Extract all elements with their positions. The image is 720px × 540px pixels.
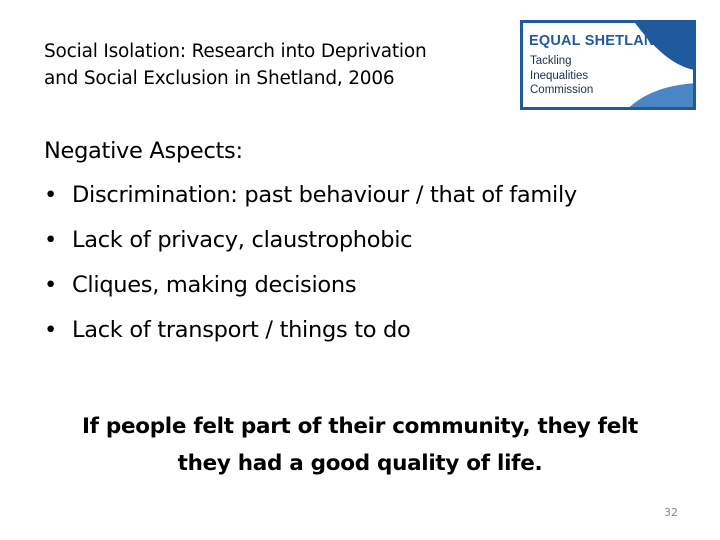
- bullet-text: Lack of transport / things to do: [72, 317, 411, 343]
- logo-title: EQUAL SHETLAND: [529, 33, 666, 49]
- logo-subtitle: [530, 54, 593, 98]
- bullet-icon: •: [44, 182, 57, 208]
- bullet-text: Lack of privacy, claustrophobic: [72, 227, 413, 253]
- equal-shetland-logo: [520, 20, 696, 110]
- bullet-text: Discrimination: past behaviour / that of family: [72, 182, 577, 208]
- slide-title-line-2: and Social Exclusion in Shetland, 2006: [44, 68, 395, 89]
- bullet-item: [44, 180, 577, 225]
- bullet-item: [44, 315, 577, 360]
- bullet-icon: •: [44, 272, 57, 298]
- slide-title: [44, 38, 514, 92]
- bullet-item: [44, 270, 577, 315]
- bullet-icon: •: [44, 317, 57, 343]
- bullet-list: [44, 180, 577, 360]
- bullet-item: [44, 225, 577, 270]
- bullet-icon: •: [44, 227, 57, 253]
- conclusion-line-1: If people felt part of their community, they felt: [81, 414, 639, 439]
- logo-subtitle-line-1: Tackling: [530, 55, 572, 67]
- section-heading: Negative Aspects:: [44, 138, 243, 164]
- logo-subtitle-line-2: Inequalities: [530, 69, 589, 82]
- page-number: 32: [664, 506, 678, 519]
- slide-title-line-1: Social Isolation: Research into Deprivation: [44, 41, 427, 62]
- conclusion-line-2: they had a good quality of life.: [177, 451, 543, 476]
- bullet-text: Cliques, making decisions: [72, 272, 357, 298]
- conclusion-statement: [20, 408, 700, 482]
- logo-subtitle-line-3: Commission: [530, 84, 594, 96]
